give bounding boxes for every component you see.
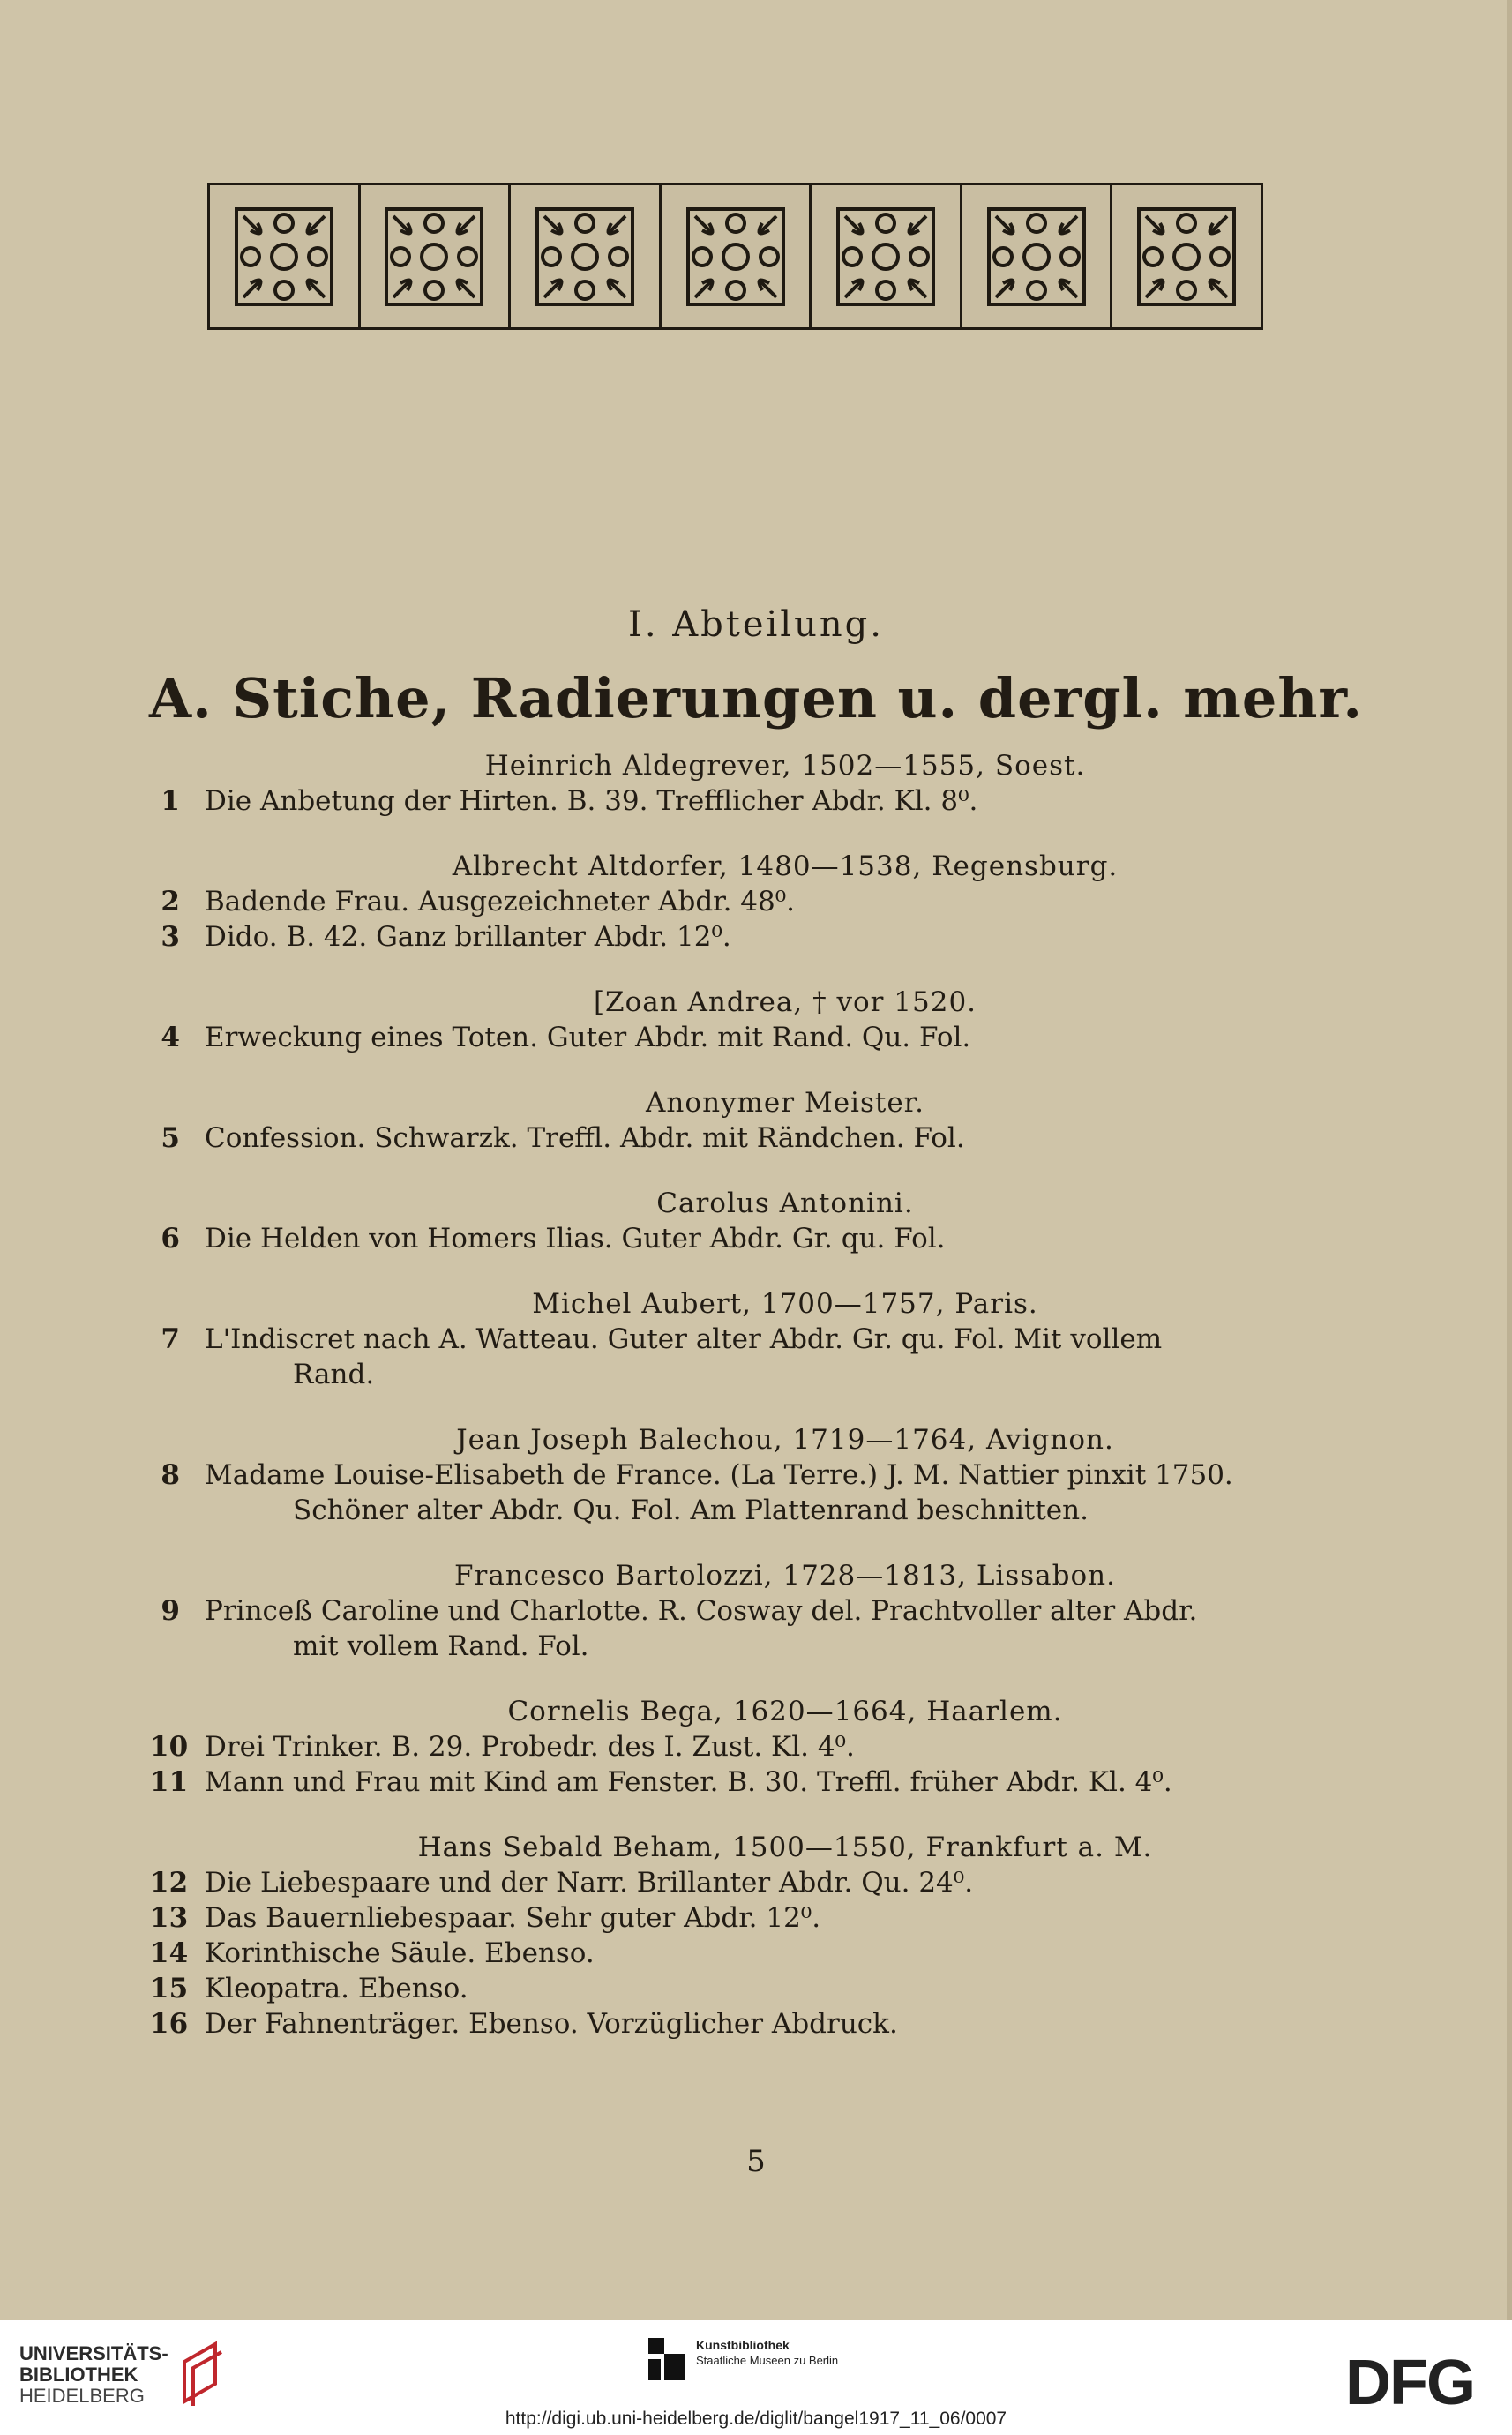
item-number: 8 [161,1459,180,1491]
ornament-icon [231,204,337,310]
item-line: Der Fahnenträger. Ebenso. Vorzüglicher Abdruck. [205,2008,898,2040]
catalog-content [150,748,1332,2042]
item-description [205,1120,1332,1156]
item-description [205,1457,1332,1528]
item-line: Schöner alter Abdr. Qu. Fol. Am Plattenrand beschnitten. [293,1495,1089,1526]
artist-heading: Anonymer Meister. [646,1087,924,1119]
item-description [205,919,1332,955]
kunstbibliothek-icon [648,2338,685,2380]
catalog-item [150,1322,1332,1392]
ornament-icon [833,204,939,310]
item-number: 5 [161,1122,180,1154]
viewer-footer [0,2320,1512,2435]
ub-line2: BIBLIOTHEK [19,2364,138,2386]
item-description [205,1593,1332,1664]
item-number: 2 [161,886,180,918]
kunstbibliothek-logo[interactable] [648,2338,838,2380]
artist-heading: Hans Sebald Beham, 1500—1550, Frankfurt a. M. [417,1832,1153,1863]
item-number: 9 [161,1595,180,1627]
artist-heading: Cornelis Bega, 1620—1664, Haarlem. [507,1696,1063,1727]
catalog-item [150,1764,1332,1800]
item-line: Korinthische Säule. Ebenso. [205,1937,595,1969]
item-number: 15 [150,1973,189,2004]
artist-heading: Jean Joseph Balechou, 1719—1764, Avignon. [456,1424,1114,1456]
ornament-icon [381,204,487,310]
item-number: 10 [150,1731,189,1763]
ub-line3: HEIDELBERG [19,2385,145,2407]
artist-heading: Albrecht Altdorfer, 1480—1538, Regensburg. [452,850,1119,882]
catalog-item [150,1729,1332,1764]
catalog-item [150,783,1332,819]
page-number: 5 [746,2144,766,2179]
ornament-cell [1112,185,1261,327]
ub-logo-icon [176,2340,228,2410]
artist-heading: Francesco Bartolozzi, 1728—1813, Lissabon. [454,1560,1116,1592]
item-number: 13 [150,1902,189,1934]
item-description [205,1322,1332,1392]
ornament-icon [532,204,638,310]
catalog-item [150,884,1332,919]
catalog-item [150,1900,1332,1936]
artist-heading: Heinrich Aldegrever, 1502—1555, Soest. [484,750,1086,782]
catalog-item [150,2006,1332,2042]
catalog-item [150,1221,1332,1256]
item-description [205,1900,1332,1936]
section-label: I. Abteilung. [628,604,884,645]
catalog-item [150,1936,1332,1971]
ornament-cell [210,185,361,327]
item-line: Das Bauernliebespaar. Sehr guter Abdr. 12⁰. [205,1902,821,1934]
kb-line1: Kunstbibliothek [696,2338,790,2352]
item-line: L'Indiscret nach A. Watteau. Guter alter Abdr. Gr. qu. Fol. Mit vollem [205,1323,1163,1355]
catalog-item [150,919,1332,955]
item-line: Princeß Caroline und Charlotte. R. Cosway del. Prachtvoller alter Abdr. [205,1595,1198,1627]
catalog-item [150,1457,1332,1528]
item-line: Kleopatra. Ebenso. [205,1973,468,2004]
item-line: mit vollem Rand. Fol. [293,1630,589,1662]
item-line: Badende Frau. Ausgezeichneter Abdr. 48⁰. [205,886,796,918]
item-description [205,1020,1332,1055]
item-description [205,1729,1332,1764]
kb-line2: Staatliche Museen zu Berlin [696,2354,839,2367]
catalog-item [150,1120,1332,1156]
ornament-cell [361,185,512,327]
item-description [205,783,1332,819]
item-number: 3 [161,921,180,953]
catalog-item [150,1020,1332,1055]
item-description [205,1936,1332,1971]
ornament-cell [812,185,962,327]
ornament-cell [962,185,1113,327]
dfg-logo[interactable]: DFG [1345,2348,1474,2418]
item-line: Rand. [293,1359,375,1390]
artist-heading: Carolus Antonini. [656,1188,914,1219]
item-number: 12 [150,1867,189,1899]
ub-line1: UNIVERSITÄTS- [19,2342,168,2364]
item-number: 4 [161,1022,180,1053]
item-description [205,1764,1332,1800]
item-number: 6 [161,1223,180,1255]
ornament-icon [1134,204,1239,310]
item-number: 7 [161,1323,180,1355]
artist-heading: [Zoan Andrea, † vor 1520. [593,986,977,1018]
item-description [205,884,1332,919]
item-description [205,1971,1332,2006]
main-title: A. Stiche, Radierungen u. dergl. mehr. [149,666,1363,730]
item-line: Die Helden von Homers Ilias. Guter Abdr. Gr. qu. Fol. [205,1223,946,1255]
item-line: Madame Louise-Elisabeth de France. (La Terre.) J. M. Nattier pinxit 1750. [205,1459,1233,1491]
item-line: Erweckung eines Toten. Guter Abdr. mit Rand. Qu. Fol. [205,1022,971,1053]
item-line: Confession. Schwarzk. Treffl. Abdr. mit Rändchen. Fol. [205,1122,965,1154]
item-number: 1 [161,785,180,817]
item-line: Dido. B. 42. Ganz brillanter Abdr. 12⁰. [205,921,731,953]
ornament-cell [662,185,812,327]
ornament-band [207,183,1263,330]
ornament-icon [683,204,789,310]
item-description [205,2006,1332,2042]
item-line: Drei Trinker. B. 29. Probedr. des I. Zust. Kl. 4⁰. [205,1731,855,1763]
artist-heading: Michel Aubert, 1700—1757, Paris. [532,1288,1038,1320]
item-number: 14 [150,1937,189,1969]
item-description [205,1865,1332,1900]
item-number: 16 [150,2008,189,2040]
ornament-cell [511,185,662,327]
catalog-item [150,1865,1332,1900]
catalog-item [150,1971,1332,2006]
item-number: 11 [150,1766,189,1798]
item-line: Mann und Frau mit Kind am Fenster. B. 30. Treffl. früher Abdr. Kl. 4⁰. [205,1766,1172,1798]
item-line: Die Anbetung der Hirten. B. 39. Trefflicher Abdr. Kl. 8⁰. [205,785,978,817]
item-line: Die Liebespaare und der Narr. Brillanter Abdr. Qu. 24⁰. [205,1867,974,1899]
catalog-item [150,1593,1332,1664]
item-description [205,1221,1332,1256]
ornament-icon [984,204,1089,310]
ub-heidelberg-logo[interactable] [19,2340,228,2410]
permalink-url[interactable]: http://digi.ub.uni-heidelberg.de/diglit/bangel1917_11_06/0007 [505,2409,1007,2429]
